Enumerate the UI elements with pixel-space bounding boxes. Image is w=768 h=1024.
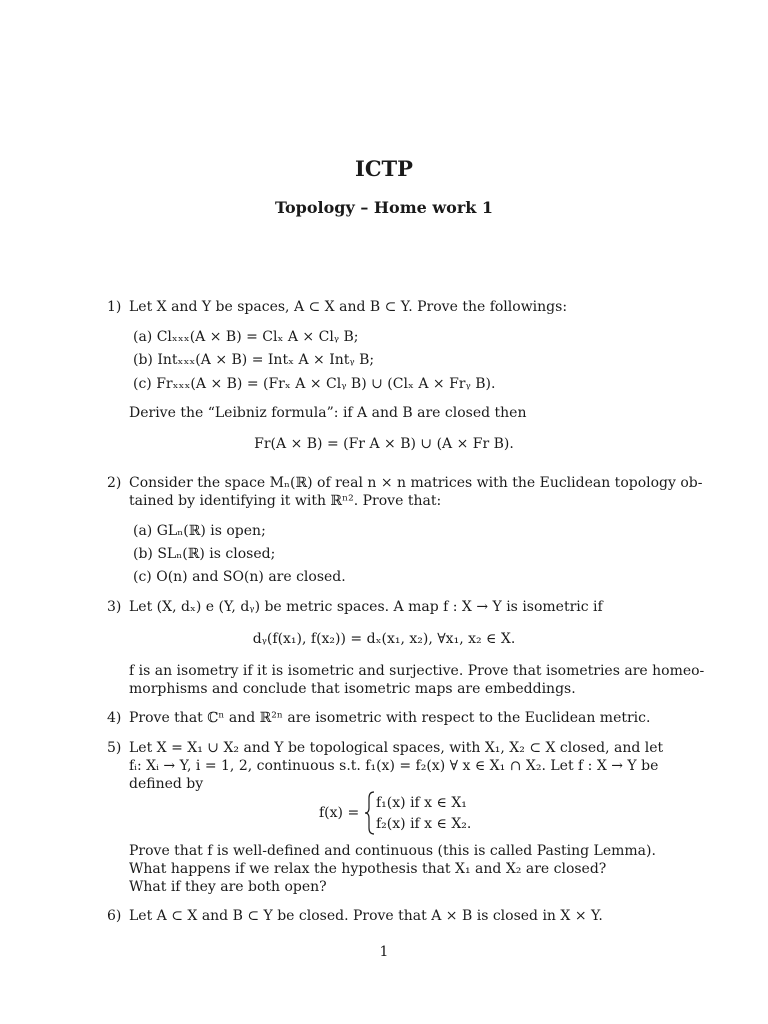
problem-line: Let X = X₁ ∪ X₂ and Y be topological spaces, with X₁, X₂ ⊂ X closed, and let xyxy=(129,740,664,756)
problem-number: 1) xyxy=(107,299,122,315)
piecewise-brace xyxy=(364,790,376,836)
piecewise-case-2: f₂(x) if x ∈ X₂. xyxy=(376,816,472,832)
problem-item-b: (b) SLₙ(ℝ) is closed; xyxy=(133,546,276,562)
page-number: 1 xyxy=(379,944,389,960)
problem-line: Prove that f is well-defined and continuous (this is called Pasting Lemma). xyxy=(129,843,656,859)
problem-line: Let (X, dₓ) e (Y, dᵧ) be metric spaces. A map f : X → Y is isometric if xyxy=(129,599,603,615)
piecewise-case-1: f₁(x) if x ∈ X₁ xyxy=(376,795,467,811)
problem-number: 3) xyxy=(107,599,122,615)
problem-line: tained by identifying it with ℝⁿ². Prove that: xyxy=(129,493,442,509)
problem-number: 5) xyxy=(107,740,122,756)
problem-item-b: (b) Intₓₓₓ(A × B) = Intₓ A × Intᵧ B; xyxy=(133,352,375,368)
problem-line: Let X and Y be spaces, A ⊂ X and B ⊂ Y. Prove the followings: xyxy=(129,299,568,315)
problem-item-a: (a) Clₓₓₓ(A × B) = Clₓ A × Clᵧ B; xyxy=(133,329,359,345)
display-formula: Fr(A × B) = (Fr A × B) ∪ (A × Fr B). xyxy=(254,436,514,452)
problem-number: 6) xyxy=(107,908,122,924)
problem-line: defined by xyxy=(129,776,204,792)
document-subtitle: Topology – Home work 1 xyxy=(274,198,494,217)
problem-item-c: (c) O(n) and SO(n) are closed. xyxy=(133,569,346,585)
problem-line: What if they are both open? xyxy=(129,879,327,895)
problem-line: Derive the “Leibniz formula”: if A and B are closed then xyxy=(129,405,527,421)
problem-line: Prove that ℂⁿ and ℝ²ⁿ are isometric with respect to the Euclidean metric. xyxy=(129,710,651,726)
problem-line: Consider the space Mₙ(ℝ) of real n × n matrices with the Euclidean topology ob- xyxy=(129,475,703,491)
display-formula: dᵧ(f(x₁), f(x₂)) = dₓ(x₁, x₂), ∀x₁, x₂ ∈ X. xyxy=(252,631,516,647)
problem-line: f is an isometry if it is isometric and surjective. Prove that isometries are homeo- xyxy=(129,663,705,679)
problem-number: 4) xyxy=(107,710,122,726)
piecewise-lhs: f(x) = xyxy=(319,805,360,821)
problem-line: fᵢ: Xᵢ → Y, i = 1, 2, continuous s.t. f₁(x) = f₂(x) ∀ x ∈ X₁ ∩ X₂. Let f : X → Y be xyxy=(129,758,659,774)
problem-line: What happens if we relax the hypothesis that X₁ and X₂ are closed? xyxy=(129,861,607,877)
problem-number: 2) xyxy=(107,475,122,491)
document-title: ICTP xyxy=(355,156,413,181)
problem-line: Let A ⊂ X and B ⊂ Y be closed. Prove that A × B is closed in X × Y. xyxy=(129,908,603,924)
problem-item-a: (a) GLₙ(ℝ) is open; xyxy=(133,523,266,539)
problem-line: morphisms and conclude that isometric maps are embeddings. xyxy=(129,681,576,697)
problem-item-c: (c) Frₓₓₓ(A × B) = (Frₓ A × Clᵧ B) ∪ (Clₓ A × Frᵧ B). xyxy=(133,376,496,392)
